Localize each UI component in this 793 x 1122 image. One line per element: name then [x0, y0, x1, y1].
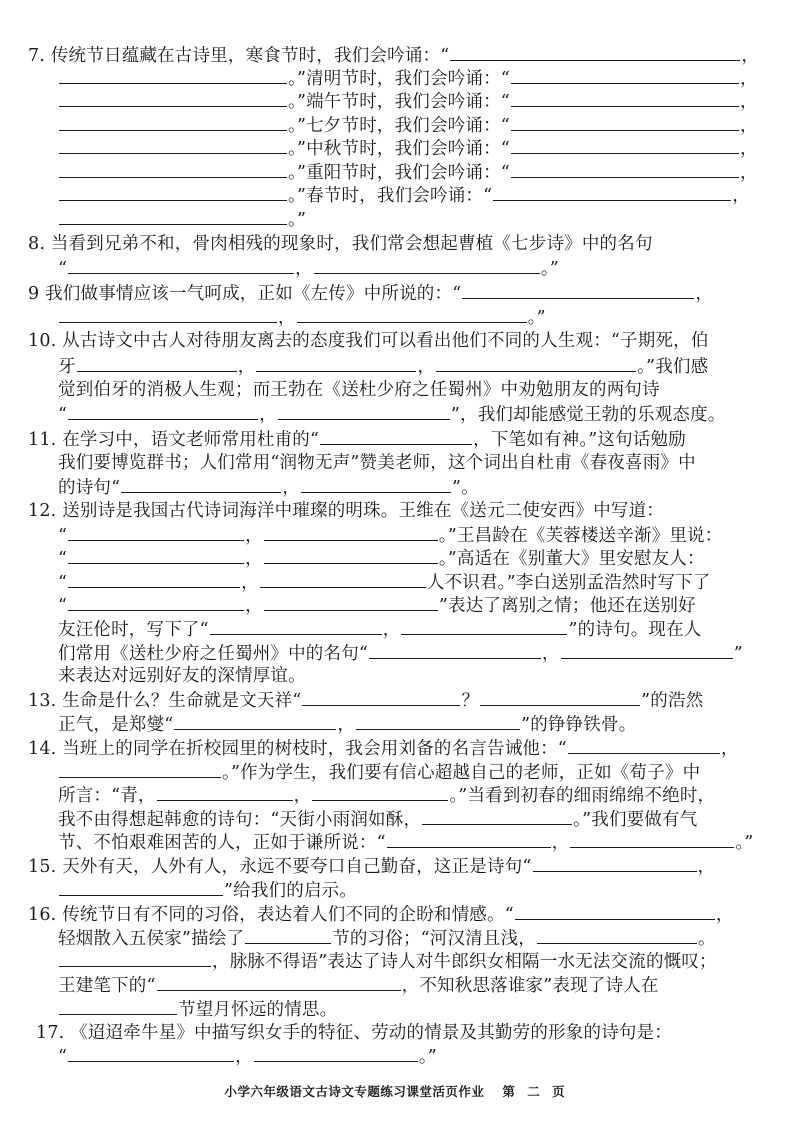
punct: 。 — [698, 929, 716, 949]
page-number: 第 二 页 — [502, 1084, 569, 1099]
q7-chunjie-prompt: 。”春节时，我们会吟诵：“ — [288, 186, 493, 206]
q13-line-1 — [28, 689, 703, 711]
answer-blank[interactable] — [462, 282, 694, 299]
punct: ， — [551, 833, 570, 853]
answer-blank[interactable] — [68, 594, 244, 611]
text: 正气，是郑燮“ — [58, 715, 174, 735]
answer-blank[interactable] — [297, 306, 527, 323]
answer-blank[interactable] — [68, 403, 258, 420]
page-footer — [0, 1082, 793, 1100]
text: ，不知秋思落谁家”表现了诗人在 — [401, 976, 659, 996]
punct: ， — [739, 92, 758, 112]
text: 。”作为学生，我们要有信心超越自己的老师，正如《荀子》中 — [222, 763, 701, 783]
q12-line-2 — [58, 524, 722, 546]
punct: ， — [245, 549, 263, 569]
punct: ， — [739, 69, 758, 89]
answer-blank[interactable] — [59, 114, 287, 131]
text: ”的浩然 — [641, 691, 704, 711]
q12-line-6 — [58, 618, 702, 640]
punct: “ — [58, 596, 68, 616]
text: ，脉脉不得语”表达了诗人对牛郎织女相隔一水无法交流的慨叹； — [212, 952, 717, 972]
text: 觉到伯牙的消极人生观；而王勃在《送杜少府之任蜀州》中劝勉朋友的两句诗 — [58, 380, 660, 400]
answer-blank[interactable] — [278, 403, 450, 420]
punct: ， — [695, 284, 714, 304]
q7-line-5 — [58, 137, 758, 159]
text: 节、不怕艰难困苦的人，正如于谦所说：“ — [58, 833, 386, 853]
punct: ， — [295, 259, 313, 279]
q17-line-2 — [58, 1045, 437, 1067]
text: ”，我们却能感觉王勃的乐观态度。 — [450, 405, 726, 425]
answer-blank[interactable] — [511, 90, 739, 107]
text: 。”当看到初春的细雨绵绵不绝时， — [449, 786, 716, 806]
text: 。”高适在《别董大》里安慰友人： — [438, 549, 705, 569]
answer-blank[interactable] — [254, 1045, 418, 1062]
answer-blank[interactable] — [59, 161, 287, 178]
q7-zhongqiu-prompt: 。”中秋节时，我们会吟诵：“ — [288, 139, 510, 159]
answer-blank[interactable] — [568, 737, 720, 754]
text: 。”我们感 — [637, 357, 709, 377]
answer-blank[interactable] — [68, 571, 240, 588]
answer-blank[interactable] — [121, 476, 281, 493]
punct: ， — [241, 573, 259, 593]
q7-duanwu-prompt: 。”端午节时，我们会吟诵：“ — [288, 92, 510, 112]
text: ”表达了离别之情；他还在送别好 — [438, 596, 696, 616]
q13-line-2 — [58, 713, 636, 735]
punct: ， — [739, 139, 758, 159]
q7-line-3 — [58, 90, 758, 112]
text: ”的诗句。现在人 — [568, 620, 702, 640]
text: 牙 — [58, 357, 76, 377]
q8-line-1 — [28, 233, 653, 255]
q7-line-4 — [58, 114, 758, 136]
answer-blank[interactable] — [387, 831, 551, 848]
text: 友汪伦时，写下了“ — [58, 620, 209, 640]
answer-blank[interactable] — [59, 90, 287, 107]
answer-blank[interactable] — [312, 784, 448, 801]
answer-blank[interactable] — [210, 618, 382, 635]
q14-line-4 — [58, 808, 697, 830]
answer-blank[interactable] — [68, 547, 244, 564]
punct: ， — [542, 644, 560, 664]
punct: ， — [237, 357, 256, 377]
q10-line-1 — [28, 330, 709, 352]
punct: ， — [417, 357, 436, 377]
answer-blank[interactable] — [450, 44, 740, 61]
q12-line-1 — [28, 500, 664, 522]
q7-prompt: 7. 传统节日蕴藏在古诗里，寒食节时，我们会吟诵：“ — [28, 46, 450, 66]
answer-blank[interactable] — [260, 571, 426, 588]
q7-line-1 — [28, 44, 759, 66]
q14-line-1 — [28, 737, 739, 759]
punct: ， — [235, 1047, 253, 1067]
q13-prompt: 13. 生命是什么？生命就是文天祥“ — [28, 691, 302, 711]
punct: ， — [337, 715, 356, 735]
answer-blank[interactable] — [561, 642, 733, 659]
text: 们常用《送杜少府之任蜀州》中的名句“ — [58, 644, 369, 664]
q16-line-5 — [58, 998, 337, 1020]
punct: ， — [382, 620, 401, 640]
q7-line-6 — [58, 161, 758, 183]
q11-line-3 — [58, 476, 479, 498]
answer-blank[interactable] — [515, 903, 715, 920]
punct: ， — [245, 526, 263, 546]
punct: ， — [739, 116, 758, 136]
punct: ？ — [461, 691, 480, 711]
text: 。”王昌龄在《芙蓉楼送辛渐》里说： — [438, 526, 723, 546]
q17-line-1 — [36, 1022, 672, 1044]
q16-line-2 — [58, 927, 716, 949]
q7-line-7 — [58, 184, 750, 206]
answer-blank[interactable] — [59, 208, 287, 225]
answer-blank[interactable] — [533, 855, 697, 872]
q12-line-8 — [58, 665, 306, 687]
punct: 。” — [288, 210, 307, 230]
answer-blank[interactable] — [59, 998, 177, 1015]
q16-line-3 — [58, 950, 717, 972]
answer-blank[interactable] — [356, 713, 520, 730]
answer-blank[interactable] — [264, 594, 438, 611]
text: 节的习俗；“河汉清且浅， — [332, 929, 537, 949]
answer-blank[interactable] — [511, 67, 739, 84]
punct: “ — [58, 259, 68, 279]
answer-blank[interactable] — [59, 137, 287, 154]
punct: ， — [741, 46, 760, 66]
punct: ， — [278, 308, 296, 328]
answer-blank[interactable] — [68, 257, 294, 274]
q9-line-1 — [28, 282, 713, 304]
text: 我们要博览群书；人们常用“润物无声”赞美老师，这个词出自杜甫《春夜喜雨》中 — [58, 453, 696, 473]
q10-line-3 — [58, 379, 660, 401]
answer-blank[interactable] — [157, 784, 293, 801]
q12-line-4 — [58, 571, 710, 593]
q7-qingming-prompt: 。”清明节时，我们会吟诵：“ — [288, 69, 510, 89]
punct: ， — [739, 163, 758, 183]
answer-blank[interactable] — [511, 114, 739, 131]
q11-prompt: 11. 在学习中，语文老师常用杜甫的“ — [28, 430, 320, 450]
footer-title: 小学六年级语文古诗文专题练习课堂活页作业 — [224, 1084, 485, 1099]
answer-blank[interactable] — [59, 761, 221, 778]
answer-blank[interactable] — [59, 67, 287, 84]
answer-blank[interactable] — [174, 713, 336, 730]
text: ”给我们的启示。 — [224, 881, 358, 901]
answer-blank[interactable] — [264, 547, 438, 564]
q11-line-1 — [28, 428, 686, 450]
answer-blank[interactable] — [157, 974, 401, 991]
text: 王建笔下的“ — [58, 976, 156, 996]
q8-prompt: 8. 当看到兄弟不和，骨肉相残的现象时，我们常会想起曹植《七步诗》中的名句 — [28, 234, 653, 254]
q17-prompt: 17. 《迢迢牵牛星》中描写织女手的特征、劳动的情景及其勤劳的形象的诗句是： — [36, 1023, 672, 1043]
q15-line-1 — [28, 855, 715, 877]
q11-line-2 — [58, 452, 696, 474]
q12-line-7 — [58, 642, 743, 664]
answer-blank[interactable] — [511, 161, 739, 178]
answer-blank[interactable] — [369, 642, 541, 659]
q9-prompt: 9 我们做事情应该一气呵成，正如《左传》中所说的：“ — [28, 284, 462, 304]
punct: “ — [58, 405, 68, 425]
answer-blank[interactable] — [302, 689, 460, 706]
q7-qixi-prompt: 。”七夕节时，我们会吟诵：“ — [288, 116, 510, 136]
punct: “ — [58, 573, 68, 593]
answer-blank[interactable] — [68, 1045, 234, 1062]
answer-blank[interactable] — [59, 879, 223, 896]
punct: ， — [293, 786, 312, 806]
answer-blank[interactable] — [77, 355, 237, 372]
answer-blank[interactable] — [537, 927, 697, 944]
answer-blank[interactable] — [314, 257, 540, 274]
text: 人不识君。”李白送别孟浩然时写下了 — [426, 573, 711, 593]
text: 来表达对远别好友的深情厚谊。 — [58, 666, 306, 686]
q8-line-2 — [58, 257, 559, 279]
punct: “ — [58, 526, 68, 546]
answer-blank[interactable] — [68, 524, 244, 541]
text: 的诗句“ — [58, 478, 121, 498]
punct: “ — [58, 549, 68, 569]
text: 。”我们要做有气 — [573, 810, 698, 830]
answer-blank[interactable] — [320, 428, 472, 445]
punct: ， — [720, 739, 739, 759]
answer-blank[interactable] — [422, 808, 572, 825]
text: ，下笔如有神。”这句话勉励 — [473, 430, 686, 450]
answer-blank[interactable] — [256, 355, 416, 372]
punct: ， — [245, 596, 263, 616]
answer-blank[interactable] — [493, 184, 731, 201]
punct: “ — [58, 1047, 68, 1067]
q10-prompt: 10. 从古诗文中古人对待朋友离去的态度我们可以看出他们不同的人生观：“子期死，伯 — [28, 331, 709, 351]
text: ”的铮铮铁骨。 — [521, 715, 637, 735]
answer-blank[interactable] — [570, 831, 734, 848]
q14-line-5 — [58, 831, 754, 853]
q12-line-5 — [58, 594, 696, 616]
q10-line-4 — [58, 403, 726, 425]
answer-blank[interactable] — [436, 355, 636, 372]
text: 轻烟散入五侯家”描绘了 — [58, 929, 245, 949]
punct: ， — [715, 905, 734, 925]
q12-prompt: 12. 送别诗是我国古代诗词海洋中璀璨的明珠。王维在《送元二使安西》中写道： — [28, 501, 664, 521]
punct: 。” — [527, 308, 546, 328]
answer-blank[interactable] — [59, 306, 277, 323]
answer-blank[interactable] — [264, 524, 438, 541]
punct: 。” — [735, 833, 754, 853]
text: 节望月怀远的情思。 — [178, 1000, 338, 1020]
punct: ， — [697, 857, 716, 877]
q10-line-2 — [58, 355, 708, 377]
answer-blank[interactable] — [245, 927, 331, 944]
punct: 。” — [540, 259, 559, 279]
answer-blank[interactable] — [301, 476, 451, 493]
punct: ， — [282, 478, 300, 498]
q7-chongyang-prompt: 。”重阳节时，我们会吟诵：“ — [288, 163, 510, 183]
q16-line-4 — [58, 974, 659, 996]
q12-line-3 — [58, 547, 705, 569]
q7-line-8 — [58, 208, 306, 230]
q15-prompt: 15. 天外有天，人外有人，永远不要夸口自己勤奋，这正是诗句“ — [28, 857, 532, 877]
answer-blank[interactable] — [59, 950, 211, 967]
q16-prompt: 16. 传统节日有不同的习俗，表达着人们不同的企盼和情感。“ — [28, 905, 514, 925]
punct: ” — [733, 644, 743, 664]
text: 我不由得想起韩愈的诗句：“天街小雨润如酥， — [58, 810, 422, 830]
punct: 。” — [418, 1047, 437, 1067]
punct: ”。 — [451, 478, 479, 498]
q7-line-2 — [58, 67, 758, 89]
q9-line-2 — [58, 306, 546, 328]
q14-line-3 — [58, 784, 715, 806]
answer-blank[interactable] — [480, 689, 640, 706]
q15-line-2 — [58, 879, 357, 901]
answer-blank[interactable] — [59, 184, 287, 201]
answer-blank[interactable] — [511, 137, 739, 154]
q14-line-2 — [58, 761, 700, 783]
answer-blank[interactable] — [401, 618, 567, 635]
punct: ， — [732, 186, 750, 206]
text: 所言：“青， — [58, 786, 156, 806]
q16-line-1 — [28, 903, 734, 925]
q14-prompt: 14. 当班上的同学在折校园里的树枝时，我会用刘备的名言告诫他：“ — [28, 739, 567, 759]
punct: ， — [259, 405, 277, 425]
